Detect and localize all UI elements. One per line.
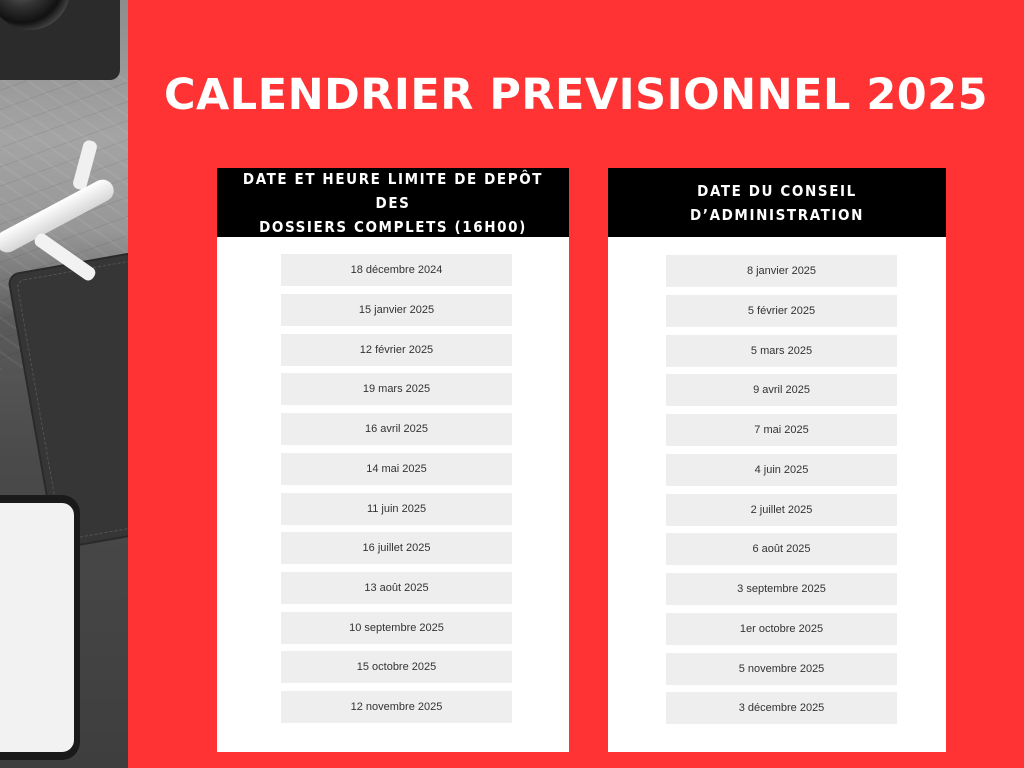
- date-row: 16 avril 2025: [281, 413, 512, 445]
- date-row: 2 juillet 2025: [666, 494, 897, 526]
- date-row: 13 août 2025: [281, 572, 512, 604]
- date-row: 15 janvier 2025: [281, 294, 512, 326]
- date-row: 5 février 2025: [666, 295, 897, 327]
- board-meeting-header-line1: DATE DU CONSEIL D’ADMINISTRATION: [690, 181, 864, 224]
- deposit-deadline-card: [217, 168, 569, 752]
- date-row: 9 avril 2025: [666, 374, 897, 406]
- travel-photo-strip: [0, 0, 128, 768]
- date-row: 8 janvier 2025: [666, 255, 897, 287]
- date-row: 19 mars 2025: [281, 373, 512, 405]
- date-row: 7 mai 2025: [666, 414, 897, 446]
- date-row: 6 août 2025: [666, 533, 897, 565]
- date-row: 4 juin 2025: [666, 454, 897, 486]
- deposit-deadline-header-line1: DATE ET HEURE LIMITE DE DEPÔT DES: [242, 169, 544, 212]
- date-row: 12 novembre 2025: [281, 691, 512, 723]
- date-row: 15 octobre 2025: [281, 651, 512, 683]
- smartphone-screen: [0, 503, 74, 752]
- page-title: CALENDRIER PREVISIONNEL 2025: [163, 70, 989, 120]
- date-row: 3 septembre 2025: [666, 573, 897, 605]
- smartphone-image: [0, 495, 80, 760]
- date-row: 12 février 2025: [281, 334, 512, 366]
- date-row: 5 mars 2025: [666, 335, 897, 367]
- date-row: 1er octobre 2025: [666, 613, 897, 645]
- deposit-deadline-header: [217, 168, 569, 237]
- date-row: 18 décembre 2024: [281, 254, 512, 286]
- date-row: 14 mai 2025: [281, 453, 512, 485]
- board-meeting-card: [608, 168, 946, 752]
- date-row: 3 décembre 2025: [666, 692, 897, 724]
- date-row: 16 juillet 2025: [281, 532, 512, 564]
- board-meeting-header: [608, 168, 946, 237]
- date-row: 5 novembre 2025: [666, 653, 897, 685]
- date-row: 11 juin 2025: [281, 493, 512, 525]
- date-row: 10 septembre 2025: [281, 612, 512, 644]
- deposit-deadline-header-line2: DOSSIERS COMPLETS (16H00): [259, 217, 527, 236]
